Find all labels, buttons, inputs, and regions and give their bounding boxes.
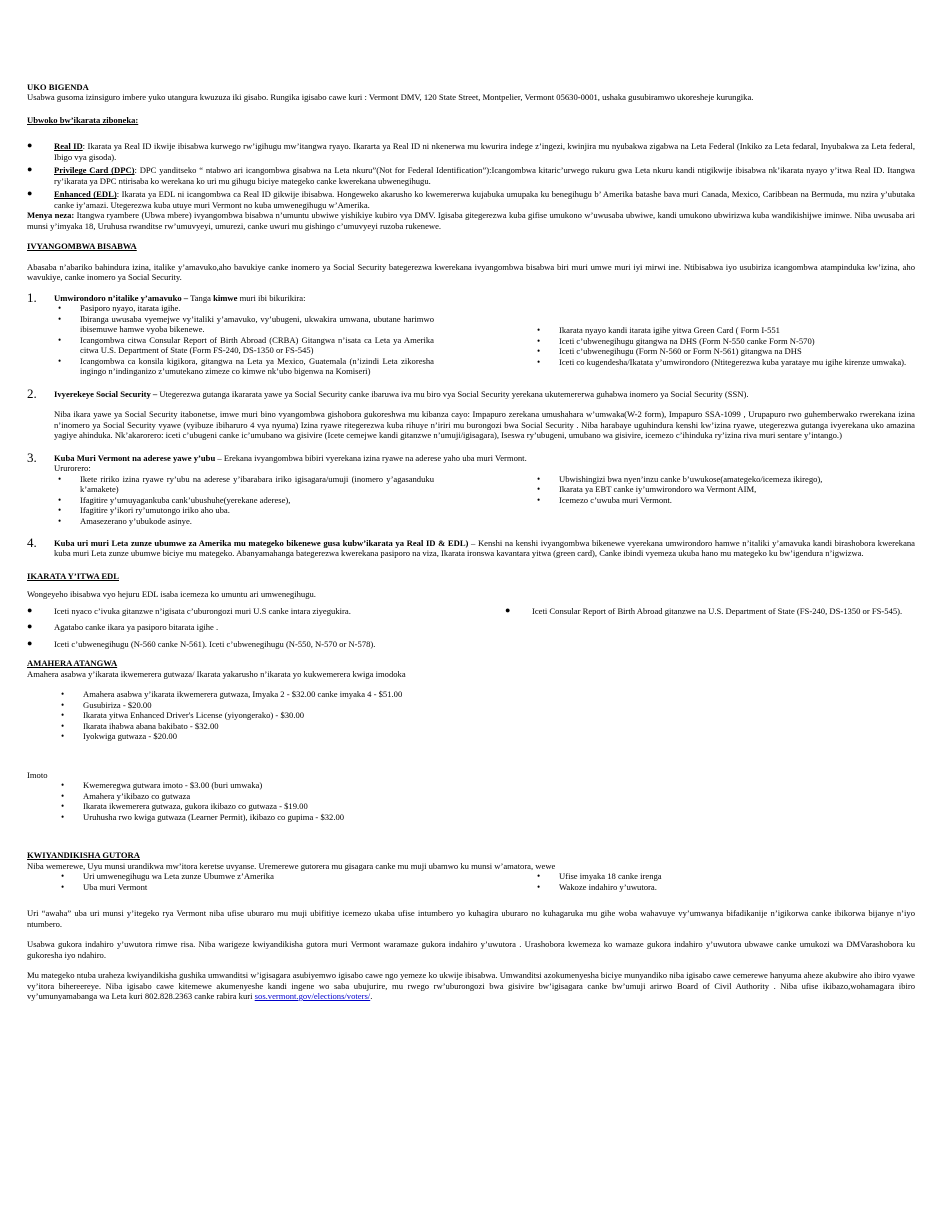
list-item: • Ikarata yitwa Enhanced Driver's License (yiyongerako) - $30.00 xyxy=(57,710,915,720)
list-item: • Iceti co kugendesha/Ikatata y’umwirondoro (Ntitegerezwa kuba yarataye mu igihe kirenze umwaka). xyxy=(533,357,915,367)
fees-intro: Amahera asabwa y’ikarata ikwemerera gutwaza/ Ikarata yakarusho n’ikarata yo kukwemerera kwiga imodoka xyxy=(27,668,406,679)
requirement-4-number: 4. xyxy=(27,534,37,550)
list-item: • Uruhusha rwo kwiga gutwaza (Learner Permit), ikibazo co gupima - $32.00 xyxy=(57,812,915,822)
card-types-heading: Ubwoko bw’ikarata ziboneka: xyxy=(27,114,139,125)
requirement-1-list-right xyxy=(533,325,915,376)
voter-intro: Niba wemerewe, Uyu munsi urandikwa mw’itora keretse uvyanse. Uremerewe gutorera mu gisagara canke mu muji ubamwo ku munsi w’amatora, wewe xyxy=(27,860,556,871)
list-item: • Uba muri Vermont xyxy=(57,882,477,892)
list-item: • Iceti c’ubwenegihugu (Form N-560 or Form N-561) gitangwa na DHS xyxy=(533,346,915,356)
voter-oath-paragraph: Usabwa gukora indahiro y’uwutora rimwe risa. Niba warigeze kwiyandikisha gutora muri Vermont waramaze gukora indahiro y’uwutora . Urashobora kwemeza ko wamaze gukora indahiro y’uwutora ubwawe canke umukozi wa DMVarashobora ku gukoresha iyo ndahiro. xyxy=(27,939,915,960)
list-item: • Amahera y’ikibazo co gutwaza xyxy=(57,791,915,801)
requirements-intro: Abasaba n’abariko bahindura izina, italike y’amavuko,aho bavukiye canke inomero ya Social Security bategerezwa kwerekana ivyangombwa bisabwa biri muri umwe muri iyi mirwi ine. Ntibisabwa iyo usubiriza icangombwa atampinduka kw’izina, aho wavukiye, canke inomero ya Social Security. xyxy=(27,261,915,283)
note-paragraph: Menya neza: Itangwa ryambere (Ubwa mbere) ivyangombwa bisabwa n’umuntu ubwiwe yishikiye kubiro vya DMV. Igisaba gitegerezwa kuba gifise umukono w’uwusaba ubwiwe, kandi umukono ubwirizwa kuba wandikishijwe iminwe. Niba uwusaba ari munsi y’imyaka 18, Uruhusa rwanditse rw’umuvyeyi, umurezi, canke uwuri mu gishingo c’umuvyeyi ruzoba rukenewe. xyxy=(27,210,915,231)
card-type-edl: ● Enhanced (EDL): Ikarata ya EDL ni icangombwa ca Real ID gikwije ibisabwa. Hongeweko akarusho ko kwemererwa kujabuka umupaka ku benegihugu b’ Amerika batashe bava muri Canada, Mexico, Caribbean na Bermuda, mu nzira y’ubutaka canke iy’amazi. Utegerezwa kuba utuye muri Vermont no kuba umwenegihugu w’Amerika. xyxy=(27,189,915,210)
list-item: • Ifagitire y’umuyagankuba cank’ubushuhe(yerekane aderese), xyxy=(54,495,434,505)
list-item: • Ifagitire y’ikori ry’umutongo iriko aho uba. xyxy=(54,505,434,515)
voter-registration-paragraph: Mu mategeko ntuba uraheza kwiyandikisha gushika umwanditsi w’igisagara asubiyemwo igisabo cawe ngo yemeze ko ukwije ibisabwa. Umwanditsi azokumenyesha biciye munyandiko niba igisabo cawe cemerewe hanyuma aheze akubwire aho ibiro vyawe vy’itora bihereereye. Niba igisabo cawe kitemewe akumenyeshe kandi ingene wo saba ubujurire, mu rwego rw’uburongozi bwa gisivire bw’igisagara canke bw’umuji arirwo Board of Civil Authority . Niba ufise ikibazo,wohamagara ibiro vy’umunyamabanga wa Leta kuri 802.828.2363 canke rabira kuri sos.vermont.gov/elections/voters/. xyxy=(27,970,915,1002)
requirement-1: 1. Umwirondoro n’italike y’amavuko – Tanga kimwe muri ibi bikurikira: • Pasiporo nyayo, itarata igihe. • Ibiranga uwusaba vyemejwe vy’italiki y’amavuko, vy’ubugeni, ukwakira umwana, ubutane harimwo ibisemuwe hamwe vyoba bikenewe. • Icangombwa citwa Consular Report of Birth Abroad (CRBA) Gitangwa n’isata ca Leta ya Amerika citwa U.S. Department of State (Form FS-240, DS-1350 or FS-545) • Icangombwa ca konsila kigikora, gitangwa na Leta ya Mexico, Guatemala (n’izindi Leta zikoresha ingingo n’indinganizo z’umutekano zimeze co kimwe nk’ubo bigenwa na Komiseri) • Ikarata nyayo kandi itarata igihe yitwa Green Card ( Form I-551 • Iceti c’ubwenegihugu gitangwa na DHS (Form N-550 canke Form N-570) • Iceti c’ubwenegihugu (Form N-560 or Form N-561) gitangwa na DHS • Iceti co kugendesha/Ikatata y’umwirondoro (Ntitegerezwa kuba yarataye mu igihe kirenze umwaka). xyxy=(27,293,915,377)
list-item: ● Iceti nyaco c’ivuka gitanzwe n’igisata c’uburongozi muri U.S canke intara ziyegukira. xyxy=(27,606,467,616)
requirement-1-number: 1. xyxy=(27,289,37,305)
list-item: • Wakoze indahiro y’uwutora. xyxy=(533,882,915,892)
intro-text: Usabwa gusoma izinsiguro imbere yuko utangura kwuzuza iki gisabo. Rungika igisabo cawe kuri : Vermont DMV, 120 State Street, Montpelier, Vermont 05630-0001, ushaka gusubiramwo ukoresheje kurungika. xyxy=(27,92,754,103)
list-item: ● Iceti Consular Report of Birth Abroad gitanzwe na U.S. Department of State (FS-240, DS-1350 or FS-545). xyxy=(505,606,915,616)
social-security-alternatives: Niba ikara yawe ya Social Security itabonetse, imwe muri bino vyangombwa gishobora gukoreshwa mu kibanza cayo: Impapuro zerekana umushahara w’umwaka(W-2 form), Impapuro SSA-1099 , Urupapuro rwo guhemberwako rwerekana izina n’inomero ya Social Security vyawe (vyibuze ibiharuro 4 vya nyuma) Izina ryawe ritegerezwa kuba rihuye n’iriri mu burongozi bwa Social Security . Niba harabaye uguhindura kenshi kw’izina ryawe, utegerezwa gutanga ivyerekana uko amazina yagiye ahinduka. Nk’akarorero: iceti c’ubugeni canke ic’umubano wa gisivire (Icete cemejwe kandi gitanzwe n’umuji/igisagara), Iseswa ry’ubugeni, umubano wa gisivire, icemezo c’ihinduka ry’izina riva muri sentare y’intango.) xyxy=(54,409,915,441)
list-item: • Ikarata ihabwa abana bakibato - $32.00 xyxy=(57,721,915,731)
card-types-list xyxy=(27,141,915,210)
requirement-3-list-left xyxy=(54,474,434,526)
card-type-real-id: ● Real ID: Ikarata ya Real ID ikwije ibisabwa kurwego rw’igihugu mw’itangwa ryayo. Ikararta ya Real ID ni nkenerwa mu kwurira indege z’ingezi, kwinjira mu nyubakwa zigabwa na Leta Federal (Inkiko za Leta fedaral, Inyubakwa za Leta federal, Ibigo vya gisoda). xyxy=(27,141,915,162)
list-item: • Icangombwa ca konsila kigikora, gitangwa na Leta ya Mexico, Guatemala (n’izindi Leta zikoresha ingingo n’indinganizo z’umutekano zimeze co kimwe nk’ubo bigenwa na Komiseri) xyxy=(54,356,434,377)
example-label: Ururorero: xyxy=(54,463,91,474)
motorcycle-fees-list xyxy=(57,780,915,822)
list-item: • Amasezerano y’ubukode asinye. xyxy=(54,516,434,526)
voter-list-left xyxy=(57,871,477,892)
list-item: ● Iceti c’ubwenegihugu (N-560 canke N-561). Iceti c’ubwenegihugu (N-550, N-570 or N-578). xyxy=(27,639,467,649)
list-item: • Ikarata ya EBT canke iy’umwirondoro wa Vermont AIM, xyxy=(533,484,915,494)
list-item: ● Agatabo canke ikara ya pasiporo bitarata igihe . xyxy=(27,622,467,632)
requirements-heading: IVYANGOMBWA BISABWA xyxy=(27,241,137,252)
edl-list-right xyxy=(505,606,915,652)
list-item: • Uri umwenegihugu wa Leta zunze Ubumwe z’Amerika xyxy=(57,871,477,881)
list-item: • Ibiranga uwusaba vyemejwe vy’italiki y’amavuko, vy’ubugeni, ukwakira umwana, ubutane harimwo ibisemuwe hamwe vyoba bikenewe. xyxy=(54,314,434,335)
motorcycle-label: Imoto xyxy=(27,769,48,780)
list-item: • Iyokwiga gutwaza - $20.00 xyxy=(57,731,915,741)
voter-residence-paragraph: Uri “awaha” uba uri munsi y’itegeko rya Vermont niba ufise uburaro mu muji ubifitiye icemezo ukaba ufise intumbero yo kuhagira uburaro no kuhagaruka mu gihe woba wahavuye vy’umwanya bifadikanije n’igikorwa canke ibikorwa bijanye n’iyo ntumbero. xyxy=(27,908,915,929)
elections-link[interactable]: sos.vermont.gov/elections/voters/ xyxy=(254,991,371,1002)
list-item: • Iceti c’ubwenegihugu gitangwa na DHS (Form N-550 canke Form N-570) xyxy=(533,336,915,346)
list-item: • Ikarata ikwemerera gutwaza, gukora ikibazo co gutwaza - $19.00 xyxy=(57,801,915,811)
list-item: • Ikarata nyayo kandi itarata igihe yitwa Green Card ( Form I-551 xyxy=(533,325,915,335)
edl-heading: IKARATA Y’ITWA EDL xyxy=(27,570,119,581)
list-item: • Gusubiriza - $20.00 xyxy=(57,700,915,710)
list-item: • Kwemeregwa gutwara imoto - $3.00 (buri umwaka) xyxy=(57,780,915,790)
edl-intro: Wongeyeho ibisabwa vyo hejuru EDL isaba icemeza ko umuntu ari umwenegihugu. xyxy=(27,589,316,600)
list-item: • Icemezo c’uwuba muri Vermont. xyxy=(533,495,915,505)
requirement-3: 3. Kuba Muri Vermont na aderese yawe y’ubu – Erekana ivyangombwa bibiri vyerekana izina ryawe na aderese yaho uba muri Vermont. Ururorero: • Ikete ririko izina ryawe ry’ubu na aderese y’ibarabara iriko igisagara/umuji (inomero y’agasanduku k’amakete) • Ifagitire y’umuyagankuba cank’ubushuhe(yerekane aderese), • Ifagitire y’ikori ry’umutongo iriko aho uba. • Amasezerano y’ubukode asinye. • Ubwishingizi bwa nyen’inzu canke b’uwukose(amategeko/icemeza ikirego), • Ikarata ya EBT canke iy’umwirondoro wa Vermont AIM, • Icemezo c’uwuba muri Vermont. xyxy=(27,453,915,526)
voter-list-right xyxy=(533,871,915,892)
requirement-3-list-right xyxy=(533,474,915,526)
voter-heading: KWIYANDIKISHA GUTORA xyxy=(27,850,140,861)
requirement-2: 2. Ivyerekeye Social Security – Utegerezwa gutanga ikararata yawe ya Social Security canke ibaruwa iva mu biro vya Social Security yerekana ukutemererwa guhabwa inomero ya Social Security (SSN). Niba ikara yawe ya Social Security itabonetse, imwe muri bino vyangombwa gishobora gukoreshwa mu kibanza cayo: Impapuro zerekana umushahara w’umwaka(W-2 form), Impapuro SSA-1099 , Urupapuro rwo guhemberwako rwerekana izina n’inomero ya Social Security vyawe (vyibuze ibiharuro 4 vya nyuma) Izina ryawe ritegerezwa kuba rihuye n’iriri mu burongozi bwa Social Security . Niba harabaye uguhindura kenshi kw’izina ryawe, utegerezwa gutanga ivyerekana uko amazina yagiye ahinduka. Nk’akarorero: iceti c’ubugeni canke ic’umubano wa gisivire (Icete cemejwe kandi gitanzwe n’umuji/igisagara), Iseswa ry’ubugeni, umubano wa gisivire, icemezo c’ihinduka ry’izina riva muri sentare y’intango.) xyxy=(27,385,915,441)
section-title-where-to-go: UKO BIGENDA xyxy=(27,82,89,92)
fees-heading: AMAHERA ATANGWA xyxy=(27,658,118,669)
list-item: • Ufise imyaka 18 canke irenga xyxy=(533,871,915,881)
edl-list-left xyxy=(27,606,467,652)
card-type-dpc: ● Privilege Card (DPC): DPC yanditseko “ ntabwo ari icangombwa gisabwa na Leta nkuru”(Not for Federal Identification”):Icangombwa kitaric’urwego rukuru gwa Leta nkuru kandi ntigikwije ibisabwa nk’ikarata nyayo y’itwa Real ID. Itangwa ry’ikarata ya DPC ntirisaba ko werekana ko uri mu gihugu biciye mategeko canke kwerekana ubwenegihugu. xyxy=(27,165,915,186)
list-item: • Ubwishingizi bwa nyen’inzu canke b’uwukose(amategeko/icemeza ikirego), xyxy=(533,474,915,484)
requirement-4: 4. Kuba uri muri Leta zunze ubumwe za Amerika mu mategeko bikenewe gusa kubw’ikarata ya Real ID & EDL) – Kenshi na kenshi ivyangombwa bikenewe vyerekana umwirondoro hamwe n’italiki y’amavuka kandi birashobora kwerekana kuba muri Leta zunze ubumwe biciye mu mategeko. Abanyamahanga bategerezwa kwerekana pasiporo na viza, Ikarata ironswa kavantara yitwa (green card), Canke ibindi vyemeza ukuba hano mu mategeko ku bw’igendura n’igwizwa. xyxy=(27,534,915,559)
requirement-3-number: 3. xyxy=(27,449,37,465)
list-item: • Amahera asabwa y’ikarata ikwemerera gutwaza, Imyaka 2 - $32.00 canke imyaka 4 - $51.00 xyxy=(57,689,915,699)
fees-list xyxy=(57,689,915,741)
list-item: • Icangombwa citwa Consular Report of Birth Abroad (CRBA) Gitangwa n’isata ca Leta ya Amerika citwa U.S. Department of State (Form FS-240, DS-1350 or FS-545) xyxy=(54,335,434,356)
document-page xyxy=(27,82,915,1002)
requirement-2-number: 2. xyxy=(27,385,37,401)
list-item: • Pasiporo nyayo, itarata igihe. xyxy=(54,303,434,313)
list-item: • Ikete ririko izina ryawe ry’ubu na aderese y’ibarabara iriko igisagara/umuji (inomero y’agasanduku k’amakete) xyxy=(54,474,434,495)
requirement-1-list-left xyxy=(54,303,434,376)
